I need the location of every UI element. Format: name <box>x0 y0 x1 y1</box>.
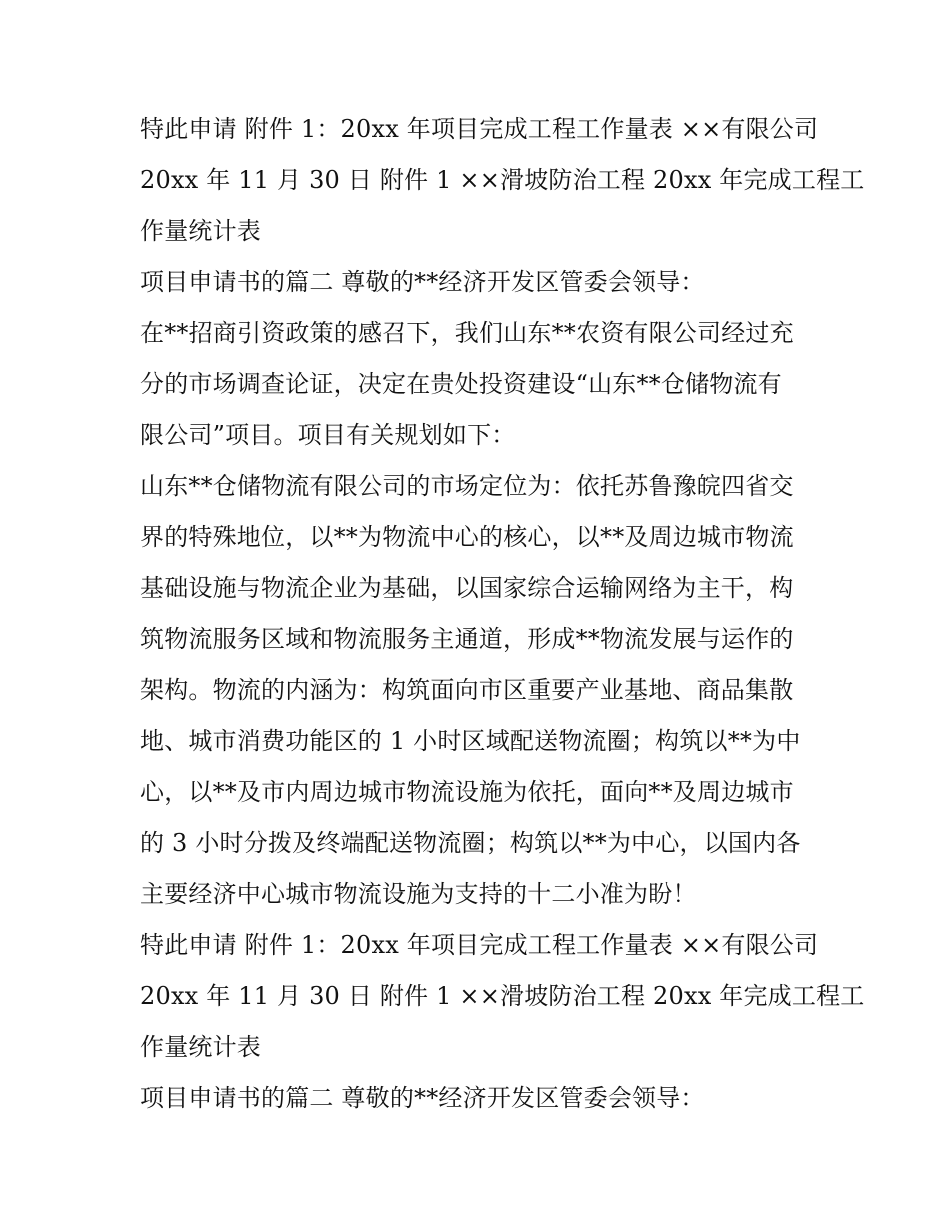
text-line: 界的特殊地位，以**为物流中心的核心，以**及周边城市物流 <box>140 523 794 551</box>
text-line: 限公司”项目。项目有关规划如下： <box>140 421 516 449</box>
text-line: 架构。物流的内涵为：构筑面向市区重要产业基地、商品集散 <box>140 676 794 704</box>
text-line: 基础设施与物流企业为基础，以国家综合运输网络为主干，构 <box>140 574 794 602</box>
text-line: 20xx 年 11 月 30 日 附件 1 ××滑坡防治工程 20xx 年完成工程工 <box>140 982 865 1010</box>
text-line: 项目申请书的篇二 尊敬的**经济开发区管委会领导： <box>140 268 705 296</box>
text-line: 特此申请 附件 1：20xx 年项目完成工程工作量表 ××有限公司 <box>140 931 819 959</box>
text-line: 在**招商引资政策的感召下，我们山东**农资有限公司经过充 <box>140 319 794 347</box>
text-line: 20xx 年 11 月 30 日 附件 1 ××滑坡防治工程 20xx 年完成工程工 <box>140 166 865 194</box>
text-line: 主要经济中心城市物流设施为支持的十二小准为盼！ <box>140 880 697 908</box>
text-line: 地、城市消费功能区的 1 小时区域配送物流圈；构筑以**为中 <box>140 727 801 755</box>
text-line: 的 3 小时分拨及终端配送物流圈；构筑以**为中心，以国内各 <box>140 829 801 857</box>
text-line: 作量统计表 <box>140 217 261 245</box>
text-line: 项目申请书的篇二 尊敬的**经济开发区管委会领导： <box>140 1084 705 1112</box>
text-line: 特此申请 附件 1：20xx 年项目完成工程工作量表 ××有限公司 <box>140 115 819 143</box>
text-line: 山东**仓储物流有限公司的市场定位为：依托苏鲁豫皖四省交 <box>140 472 794 500</box>
text-line: 心，以**及市内周边城市物流设施为依托，面向**及周边城市 <box>140 778 794 806</box>
document-body <box>140 104 865 1124</box>
text-line: 筑物流服务区域和物流服务主通道，形成**物流发展与运作的 <box>140 625 794 653</box>
text-line: 分的市场调查论证，决定在贵处投资建设“山东**仓储物流有 <box>140 370 782 398</box>
text-line: 作量统计表 <box>140 1033 261 1061</box>
